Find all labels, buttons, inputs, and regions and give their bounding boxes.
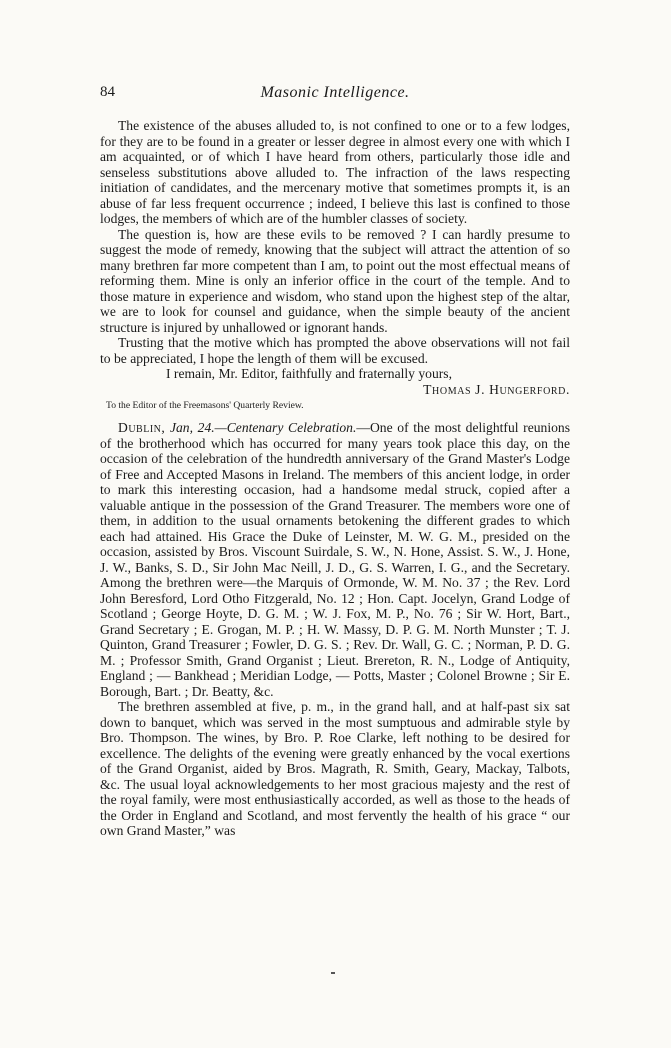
letter-paragraph: Trusting that the motive which has prompted the above observations will not fail to be appreciated, I hope the length of them will be excused. — [100, 335, 570, 366]
end-mark — [331, 972, 335, 974]
page-body — [100, 118, 570, 839]
letter-paragraph: The existence of the abuses alluded to, is not confined to one or to a few lodges, for they are to be found in a greater or lesser degree in almost every one with which I am acquainted, or of which I have heard from others, particularly those idle and senseless substitutions above alluded to. The infraction of the laws respecting initiation of candidates, and the mercenary motive that sometimes prompts it, is an abuse of far less frequent occurrence ; indeed, I believe this last is confined to those lodges, the members of which are of the humbler classes of society. — [100, 118, 570, 226]
dublin-paragraph-text: —One of the most delightful reunions of the brotherhood which has occurred for many years took place this day, on the occasion of the celebration of the hundredth anniversary of the Grand Master's Lodge of Free and Accepted Masons in Ireland. The members of this ancient lodge, in order to mark this interesting occasion, had a handsome medal struck, copied after a valuable antique in the possession of the Grand Treasurer. The members wore one of them, in addition to the usual ornaments betokening the different grades to which each had attained. His Grace the Duke of Leinster, M. W. G. M., presided on the occasion, assisted by Bros. Viscount Suirdale, S. W., N. Hone, Assist. S. W., J. Hone, J. W., Banks, S. D., Sir John Mac Neill, J. D., G. S. Warren, I. G., and the Secretary. Among the brethren were—the Marquis of Ormonde, W. M. No. 37 ; the Rev. Lord John Beresford, Lord Otho Fitzgerald, No. 12 ; Hon. Capt. Jocelyn, Grand Lodge of Scotland ; George Hoyte, D. G. M. ; W. J. Fox, M. P., No. 76 ; Sir W. Hort, Bart., Grand Secretary ; E. Grogan, M. P. ; H. W. Massy, D. P. G. M. North Munster ; T. J. Quinton, Grand Treasurer ; Fowler, D. G. S. ; Rev. Dr. Wall, G. C. ; Norman, P. D. G. M. ; Professor Smith, Grand Organist ; Lieut. Brereton, R. N., Lodge of Antiquity, England ; — Bankhead ; Meridian Lodge, — Potts, Master ; Colonel Browne ; Sir E. Borough, Bart. ; Dr. Beatty, &c. — [100, 420, 570, 699]
dateline-place: Dublin, — [118, 420, 166, 435]
letter-signoff: I remain, Mr. Editor, faithfully and fraternally yours, — [166, 366, 452, 381]
page-header — [100, 84, 570, 104]
dateline-date: Jan, 24. — [169, 420, 215, 435]
letter-signature: Thomas J. Hungerford. — [423, 381, 570, 397]
page-number: 84 — [100, 84, 115, 100]
running-title: Masonic Intelligence. — [260, 84, 410, 101]
letter-paragraph: The question is, how are these evils to be removed ? I can hardly presume to suggest the mode of remedy, knowing that the subject will attract the attention of so many brethren far more competent than I am, to point out the most effectual means of reforming them. Mine is only an inferior office in the court of the temple. And to those mature in experience and wisdom, who stand upon the highest step of the altar, we are to look for counsel and guidance, when the simple beauty of the ancient structure is injured by unhallowed or ignorant hands. — [100, 226, 570, 335]
dateline-title: —Centenary Celebration. — [214, 420, 357, 435]
letter-address: To the Editor of the Freemasons' Quarterly Review. — [106, 400, 304, 411]
dublin-paragraph — [100, 420, 570, 699]
dublin-paragraph: The brethren assembled at five, p. m., in the grand hall, and at half-past six sat down to banquet, which was served in the most sumptuous and admirable style by Bro. Thompson. The wines, by Bro. P. Roe Clarke, left nothing to be desired for excellence. The delights of the evening were greatly enhanced by the vocal exertions of the Grand Organist, aided by Bros. Magrath, R. Smith, Geary, Mackay, Talbots, &c. The usual loyal acknowledgements to her most gracious majesty and the rest of the royal family, were most enthusiastically accorded, as well as those to the heads of the Order in England and Scotland, and most fervently the health of his grace “ our own Grand Master,” was — [100, 699, 570, 838]
